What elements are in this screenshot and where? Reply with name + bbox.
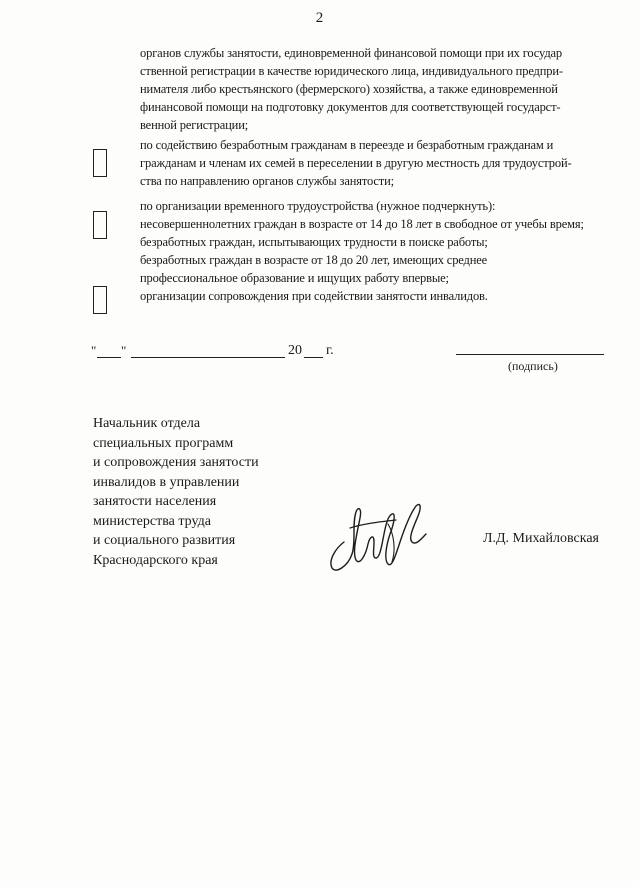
day-field[interactable]	[97, 357, 121, 358]
disabled-support-checkbox[interactable]	[93, 286, 107, 314]
option-line: несовершеннолетних граждан в возрасте от 14 до 18 лет в свободное от учебы время;	[140, 217, 584, 231]
intro-line: финансовой помощи на подготовку документов для соответствующей государст-	[140, 100, 561, 114]
option-line: по содействию безработным гражданам в переезде и безработным гражданам и	[140, 138, 554, 152]
signature-caption: (подпись)	[508, 359, 558, 373]
year-prefix: 20	[288, 343, 302, 358]
year-field[interactable]	[304, 357, 323, 358]
position-line: и сопровождения занятости	[93, 455, 259, 470]
date-quote-close: "	[121, 343, 127, 358]
option-line: безработных граждан в возрасте от 18 до 20 лет, имеющих среднее	[140, 253, 488, 267]
intro-line: нимателя либо крестьянского (фермерского) хозяйства, а также единовременной	[140, 82, 558, 96]
signature-field[interactable]	[456, 354, 604, 355]
relocation-checkbox[interactable]	[93, 149, 107, 177]
position-line: инвалидов в управлении	[93, 474, 240, 490]
intro-line: ственной регистрации в качестве юридического лица, индивидуального предпри-	[140, 64, 563, 78]
option-line: ства по направлению органов службы занятости;	[140, 174, 394, 188]
signer-name: Л.Д. Михайловская	[483, 531, 599, 546]
option-line: безработных граждан, испытывающих трудности в поиске работы;	[140, 235, 488, 249]
month-field[interactable]	[131, 357, 285, 358]
option-temporary-employment	[140, 197, 584, 287]
position-line: Краснодарского края	[93, 552, 218, 568]
option-line: профессиональное образование и ищущих работу впервые;	[140, 271, 449, 285]
year-suffix: г.	[326, 343, 334, 358]
date-quote-open: "	[91, 343, 97, 358]
position-line: министерства труда	[93, 513, 211, 529]
option-disabled-support	[140, 287, 488, 305]
position-line: и социального развития	[93, 533, 236, 548]
option-line: организации сопровождения при содействии занятости инвалидов.	[140, 289, 488, 303]
temporary-employment-checkbox[interactable]	[93, 211, 107, 239]
position-block	[93, 414, 259, 570]
handwritten-signature	[322, 494, 432, 576]
intro-line: органов службы занятости, единовременной финансовой помощи при их государ	[140, 46, 563, 60]
position-line: специальных программ	[93, 435, 234, 451]
position-line: занятости населения	[93, 494, 217, 509]
position-line: Начальник отдела	[93, 416, 201, 431]
option-line: по организации временного трудоустройства (нужное подчеркнуть):	[140, 199, 496, 213]
intro-paragraph	[140, 44, 563, 134]
intro-line: венной регистрации;	[140, 118, 249, 132]
option-relocation	[140, 136, 572, 190]
option-line: гражданам и членам их семей в переселении в другую местность для трудоустрой-	[140, 156, 572, 170]
page-number: 2	[315, 10, 324, 26]
